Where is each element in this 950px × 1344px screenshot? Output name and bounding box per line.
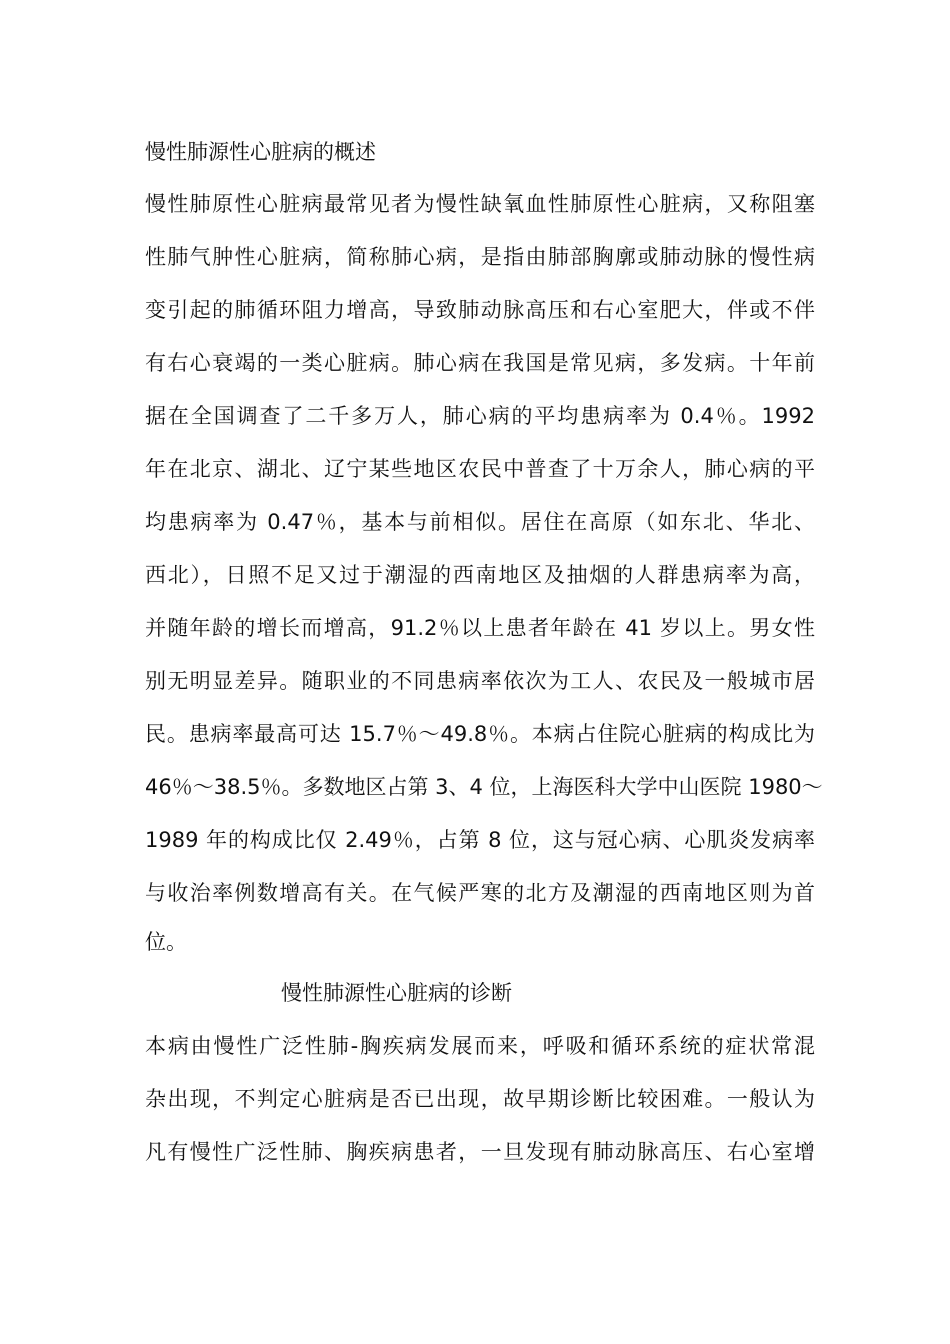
paragraph-line: 46％～38.5％。多数地区占第 3、4 位，上海医科大学中山医院 1980～ <box>145 775 823 799</box>
paragraph-line: 西北），日照不足又过于潮湿的西南地区及抽烟的人群患病率为高， <box>145 563 815 587</box>
paragraph-line: 与收治率例数增高有关。在气候严寒的北方及潮湿的西南地区则为首 <box>145 881 815 905</box>
section-title-diagnosis: 慢性肺源性心脏病的诊断 <box>281 981 512 1005</box>
paragraph-line: 1989 年的构成比仅 2.49％，占第 8 位，这与冠心病、心肌炎发病率 <box>145 828 815 852</box>
section-title-overview: 慢性肺源性心脏病的概述 <box>145 140 376 164</box>
paragraph-line: 位。 <box>145 930 187 954</box>
paragraph-line: 年在北京、湖北、辽宁某些地区农民中普查了十万余人，肺心病的平 <box>145 457 815 481</box>
paragraph-line: 有右心衰竭的一类心脏病。肺心病在我国是常见病，多发病。十年前 <box>145 351 815 375</box>
paragraph-line: 民。患病率最高可达 15.7％～49.8％。本病占住院心脏病的构成比为 <box>145 722 815 746</box>
paragraph-line: 本病由慢性广泛性肺-胸疾病发展而来，呼吸和循环系统的症状常混 <box>145 1034 815 1058</box>
paragraph-line: 并随年龄的增长而增高，91.2％以上患者年龄在 41 岁以上。男女性 <box>145 616 815 640</box>
paragraph-line: 凡有慢性广泛性肺、胸疾病患者，一旦发现有肺动脉高压、右心室增 <box>145 1140 815 1164</box>
paragraph-line: 据在全国调查了二千多万人，肺心病的平均患病率为 0.4％。1992 <box>145 404 815 428</box>
paragraph-line: 变引起的肺循环阻力增高，导致肺动脉高压和右心室肥大，伴或不伴 <box>145 298 815 322</box>
paragraph-line: 性肺气肿性心脏病，简称肺心病，是指由肺部胸廓或肺动脉的慢性病 <box>145 245 815 269</box>
paragraph-line: 慢性肺原性心脏病最常见者为慢性缺氧血性肺原性心脏病，又称阻塞 <box>145 192 815 216</box>
paragraph-line: 均患病率为 0.47％，基本与前相似。居住在高原（如东北、华北、 <box>145 510 815 534</box>
paragraph-line: 杂出现，不判定心脏病是否已出现，故早期诊断比较困难。一般认为 <box>145 1087 815 1111</box>
paragraph-line: 别无明显差异。随职业的不同患病率依次为工人、农民及一般城市居 <box>145 669 815 693</box>
